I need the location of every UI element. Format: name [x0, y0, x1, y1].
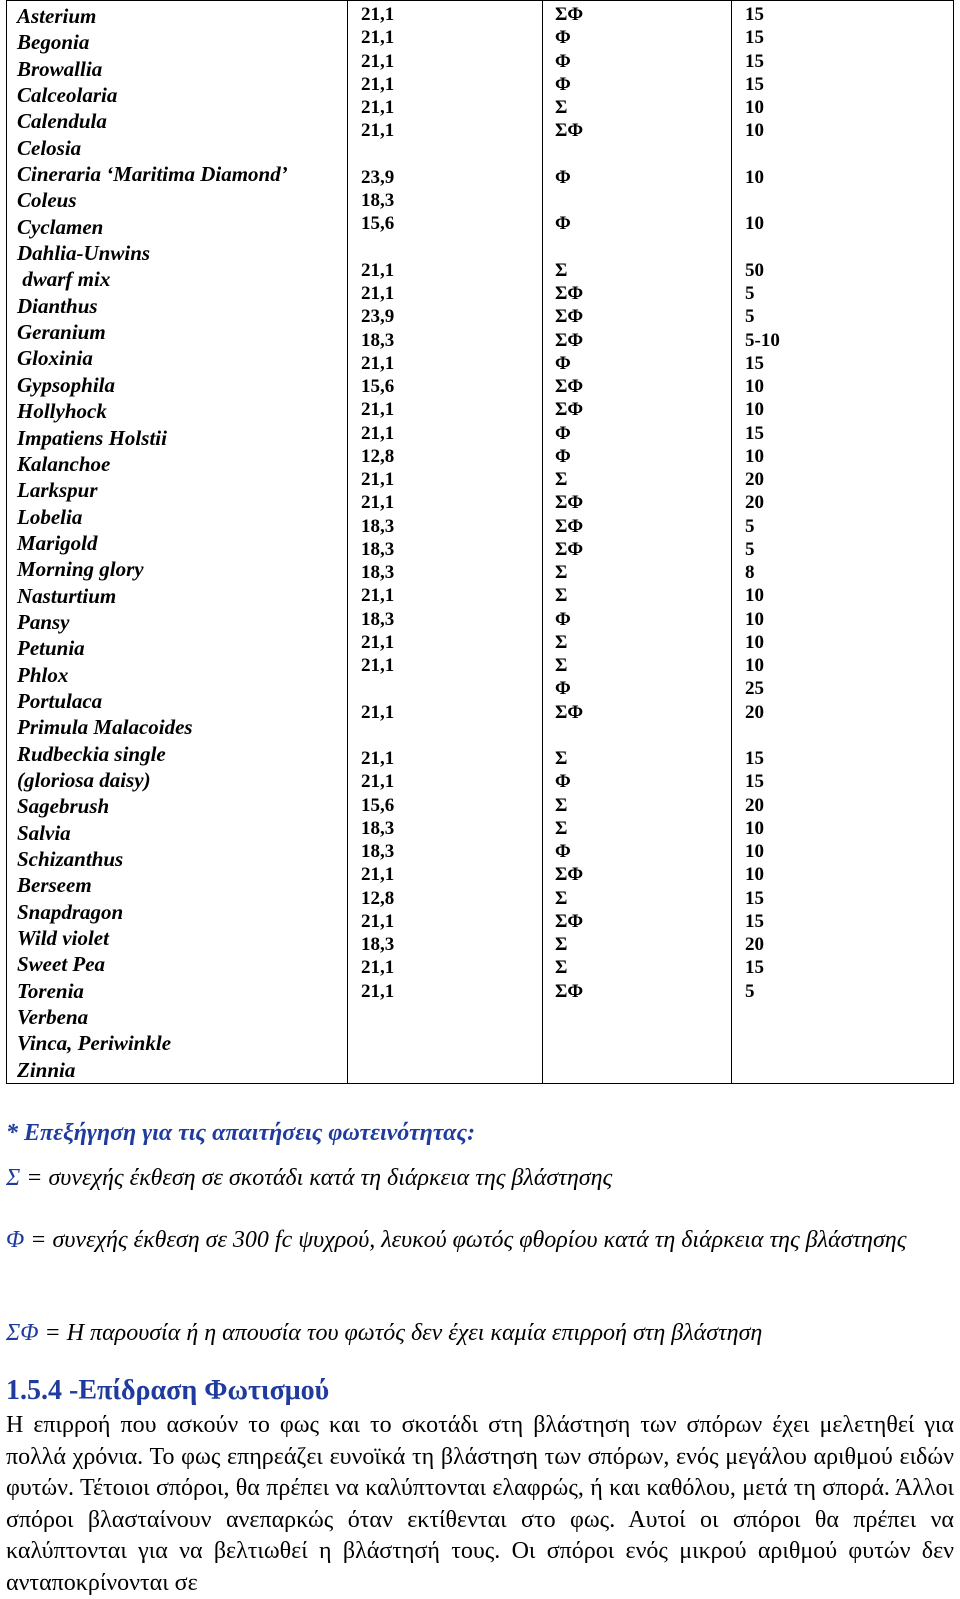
plant-name: Sagebrush [17, 794, 110, 819]
plant-name: dwarf mix [17, 267, 111, 292]
plant-name: Gloxinia [17, 346, 93, 371]
days-value: 15 [745, 748, 764, 769]
temperature-value: 21,1 [361, 27, 395, 49]
days-value: 15 [745, 910, 764, 932]
plant-name: Petunia [17, 636, 85, 661]
days-value: 10 [745, 120, 764, 142]
temperature-value: 21,1 [361, 864, 395, 886]
days-value: 15 [745, 887, 764, 909]
light-value: Σ [555, 817, 568, 839]
light-value: Σ [555, 748, 568, 769]
days-value: 15 [745, 422, 764, 444]
plant-name: Cineraria ‘Maritima Diamond’ [17, 162, 288, 187]
plant-name: Phlox [17, 662, 69, 687]
days-value: 5-10 [745, 329, 780, 351]
legend-item-sigma-phi [6, 1317, 954, 1349]
legend-text: = Η παρουσία ή η απουσία του φωτός δεν έχει καμία επιρροή στη βλάστηση [38, 1320, 763, 1346]
light-value: ΣΦ [555, 4, 584, 25]
temperature-value: 21,1 [361, 585, 395, 607]
light-value: ΣΦ [555, 329, 584, 351]
temperature-value: 21,1 [361, 422, 395, 444]
temperature-value: 18,3 [361, 608, 395, 630]
plant-name: Kalanchoe [17, 451, 111, 476]
plant-name: Schizanthus [17, 847, 124, 871]
days-value: 20 [745, 934, 764, 955]
light-value: Σ [555, 655, 568, 676]
days-value: 20 [745, 492, 764, 514]
data-table [6, 0, 954, 1084]
days-value: 15 [745, 352, 764, 374]
light-value: Σ [555, 794, 568, 816]
plant-name: Nasturtium [17, 583, 117, 608]
temperature-value: 18,3 [361, 841, 395, 862]
days-value: 15 [745, 4, 764, 25]
days-value: 10 [745, 655, 764, 676]
light-value: Σ [555, 469, 568, 490]
days-value: 10 [745, 445, 764, 467]
days-value: 10 [745, 166, 764, 188]
light-value: ΣΦ [555, 701, 584, 723]
days-value: 10 [745, 841, 764, 862]
light-value: Φ [555, 50, 571, 72]
temperature-value: 21,1 [361, 283, 395, 304]
plant-name: Snapdragon [17, 899, 124, 924]
plant-name: Lobelia [17, 504, 83, 529]
light-value: Φ [555, 678, 571, 700]
plant-name: Calceolaria [17, 83, 118, 108]
days-value: 10 [745, 213, 764, 235]
plant-name: Begonia [17, 30, 90, 55]
days-value: 15 [745, 957, 764, 979]
light-value: ΣΦ [555, 306, 584, 328]
days-value: 15 [745, 27, 764, 49]
days-value: 20 [745, 794, 764, 816]
plant-name: Torenia [17, 978, 84, 1003]
temperature-value: 21,1 [361, 957, 395, 979]
temperature-value: 12,8 [361, 887, 395, 909]
light-value: Σ [555, 585, 568, 607]
temperature-value: 23,9 [361, 306, 395, 328]
light-value: Φ [555, 73, 571, 95]
plant-name: Impatiens Holstii [17, 425, 167, 450]
temperature-value: 21,1 [361, 910, 395, 932]
legend-symbol: Φ [6, 1227, 25, 1253]
light-value: ΣΦ [555, 864, 584, 886]
light-value: Φ [555, 771, 571, 793]
light-value: Σ [555, 887, 568, 909]
light-value: Φ [555, 352, 571, 374]
legend-symbol: Σ [6, 1165, 21, 1191]
plant-name: Morning glory [17, 557, 144, 582]
light-value: Φ [555, 445, 571, 467]
light-value: ΣΦ [555, 910, 584, 932]
days-value: 10 [745, 376, 764, 397]
days-value: 5 [745, 980, 755, 1002]
temperature-column [348, 1, 543, 1084]
light-value: ΣΦ [555, 492, 584, 514]
light-value: ΣΦ [555, 120, 584, 142]
temperature-value: 21,1 [361, 120, 395, 142]
plant-name: Zinnia [17, 1057, 76, 1082]
plant-name: Celosia [17, 135, 82, 160]
temperature-value: 18,3 [361, 817, 395, 839]
temperature-value: 15,6 [361, 794, 395, 816]
germination-table [6, 0, 953, 1080]
light-value: ΣΦ [555, 283, 584, 304]
temperature-value: 23,9 [361, 166, 395, 188]
light-column [543, 1, 732, 1084]
plant-name: Browallia [17, 56, 103, 81]
plant-name: Gypsophila [17, 372, 116, 397]
light-value: Φ [555, 841, 571, 862]
temperature-value: 21,1 [361, 73, 395, 95]
light-value: Φ [555, 166, 571, 188]
temperature-value: 21,1 [361, 50, 395, 72]
light-value: ΣΦ [555, 515, 584, 537]
plant-name: Calendula [17, 109, 107, 134]
plant-name: Coleus [17, 188, 77, 213]
days-value: 10 [745, 631, 764, 653]
temperature-value: 21,1 [361, 748, 395, 769]
plant-name: Berseem [17, 873, 92, 898]
plant-name: Rudbeckia single [17, 741, 166, 766]
days-value: 15 [745, 771, 764, 793]
legend-item-sigma [6, 1162, 954, 1194]
plant-name: Dianthus [17, 293, 98, 318]
days-value: 5 [745, 538, 755, 560]
light-value: Σ [555, 97, 568, 118]
plant-name: (gloriosa daisy) [17, 767, 151, 792]
days-value: 10 [745, 817, 764, 839]
temperature-value: 18,3 [361, 515, 395, 537]
plant-name: Primula Malacoides [17, 715, 193, 740]
temperature-value: 18,3 [361, 934, 395, 955]
days-value: 5 [745, 306, 755, 328]
temperature-value: 21,1 [361, 97, 395, 118]
days-value: 15 [745, 73, 764, 95]
plant-name: Cyclamen [17, 214, 104, 239]
plant-name: Sweet Pea [17, 952, 106, 977]
plant-name: Geranium [17, 320, 106, 345]
temperature-value: 21,1 [361, 771, 395, 793]
section-heading: 1.5.4 -Επίδραση Φωτισμού [6, 1375, 330, 1406]
plant-column [7, 1, 348, 1084]
plant-name: Hollyhock [17, 399, 107, 424]
temperature-value: 12,8 [361, 445, 395, 467]
light-value: ΣΦ [555, 376, 584, 397]
temperature-value: 21,1 [361, 492, 395, 514]
temperature-value: 21,1 [361, 259, 395, 281]
days-value: 8 [745, 562, 755, 583]
temperature-value: 21,1 [361, 631, 395, 653]
plant-name: Wild violet [17, 926, 109, 951]
plant-name: Portulaca [17, 688, 103, 713]
plant-name: Marigold [17, 530, 98, 555]
temperature-value: 15,6 [361, 376, 395, 397]
light-value: ΣΦ [555, 399, 584, 421]
days-value: 10 [745, 585, 764, 607]
days-value: 5 [745, 515, 755, 537]
light-value: Φ [555, 422, 571, 444]
temperature-value: 21,1 [361, 352, 395, 374]
legend-symbol: ΣΦ [6, 1320, 39, 1346]
days-value: 50 [745, 259, 764, 281]
days-value: 5 [745, 283, 755, 304]
days-value: 10 [745, 864, 764, 886]
plant-name: Asterium [17, 4, 97, 28]
light-value: ΣΦ [555, 980, 584, 1002]
days-value: 10 [745, 97, 764, 118]
days-column [732, 1, 954, 1084]
temperature-value: 18,3 [361, 329, 395, 351]
plant-name: Verbena [17, 1005, 89, 1030]
temperature-value: 21,1 [361, 701, 395, 723]
light-value: Φ [555, 213, 571, 235]
body-paragraph: Η επιρροή που ασκούν το φως και το σκοτάδι στη βλάστηση των σπόρων έχει μελετηθεί για πολλά χρόνια. Το φως επηρεάζει ευνοϊκά τη βλάστηση των σπόρων, ενός μεγάλου αριθμού ειδών φυτών. Τέτοιοι σπόροι, θα πρέπει να καλύπτονται ελαφρώς, ή και καθόλου, μετά τη σπορά. Άλλοι σπόροι βλασταίνουν ανεπαρκώς όταν εκτίθενται στο φως. Αυτοί οι σπόροι θα πρέπει να καλύπτονται για να βελτιωθεί η βλάστησή τους. Οι σπόροι ενός μικρού αριθμού φυτών δεν ανταποκρίνονται σε [6, 1412, 954, 1596]
light-value: Σ [555, 957, 568, 979]
temperature-value: 21,1 [361, 399, 395, 421]
temperature-value: 21,1 [361, 4, 395, 25]
plant-name: Larkspur [17, 478, 98, 503]
table-row [7, 1, 954, 1084]
days-value: 10 [745, 399, 764, 421]
legend-title: * Επεξήγηση για τις απαιτήσεις φωτεινότητας: [6, 1120, 476, 1146]
temperature-value: 21,1 [361, 980, 395, 1002]
temperature-value: 18,3 [361, 538, 395, 560]
temperature-value: 15,6 [361, 213, 395, 235]
days-value: 25 [745, 678, 764, 700]
days-value: 15 [745, 50, 764, 72]
light-value: Φ [555, 27, 571, 49]
days-value: 20 [745, 701, 764, 723]
light-value: Σ [555, 934, 568, 955]
temperature-value: 21,1 [361, 655, 395, 676]
light-value: Σ [555, 562, 568, 583]
light-value: Φ [555, 608, 571, 630]
days-value: 10 [745, 608, 764, 630]
temperature-value: 18,3 [361, 562, 395, 583]
legend-text: = συνεχής έκθεση σε σκοτάδι κατά τη διάρκεια της βλάστησης [20, 1165, 613, 1191]
temperature-value: 21,1 [361, 469, 395, 490]
temperature-value: 18,3 [361, 190, 395, 211]
light-value: ΣΦ [555, 538, 584, 560]
days-value: 20 [745, 469, 764, 490]
plant-name: Pansy [17, 609, 70, 634]
plant-name: Dahlia-Unwins [17, 241, 151, 266]
legend-item-phi [6, 1224, 954, 1256]
plant-name: Vinca, Periwinkle [17, 1031, 172, 1056]
plant-name: Salvia [17, 820, 71, 845]
legend-text: = συνεχής έκθεση σε 300 fc ψυχρού, λευκού φωτός φθορίου κατά τη διάρκεια της βλάστησης [24, 1227, 907, 1253]
light-value: Σ [555, 259, 568, 281]
light-value: Σ [555, 631, 568, 653]
